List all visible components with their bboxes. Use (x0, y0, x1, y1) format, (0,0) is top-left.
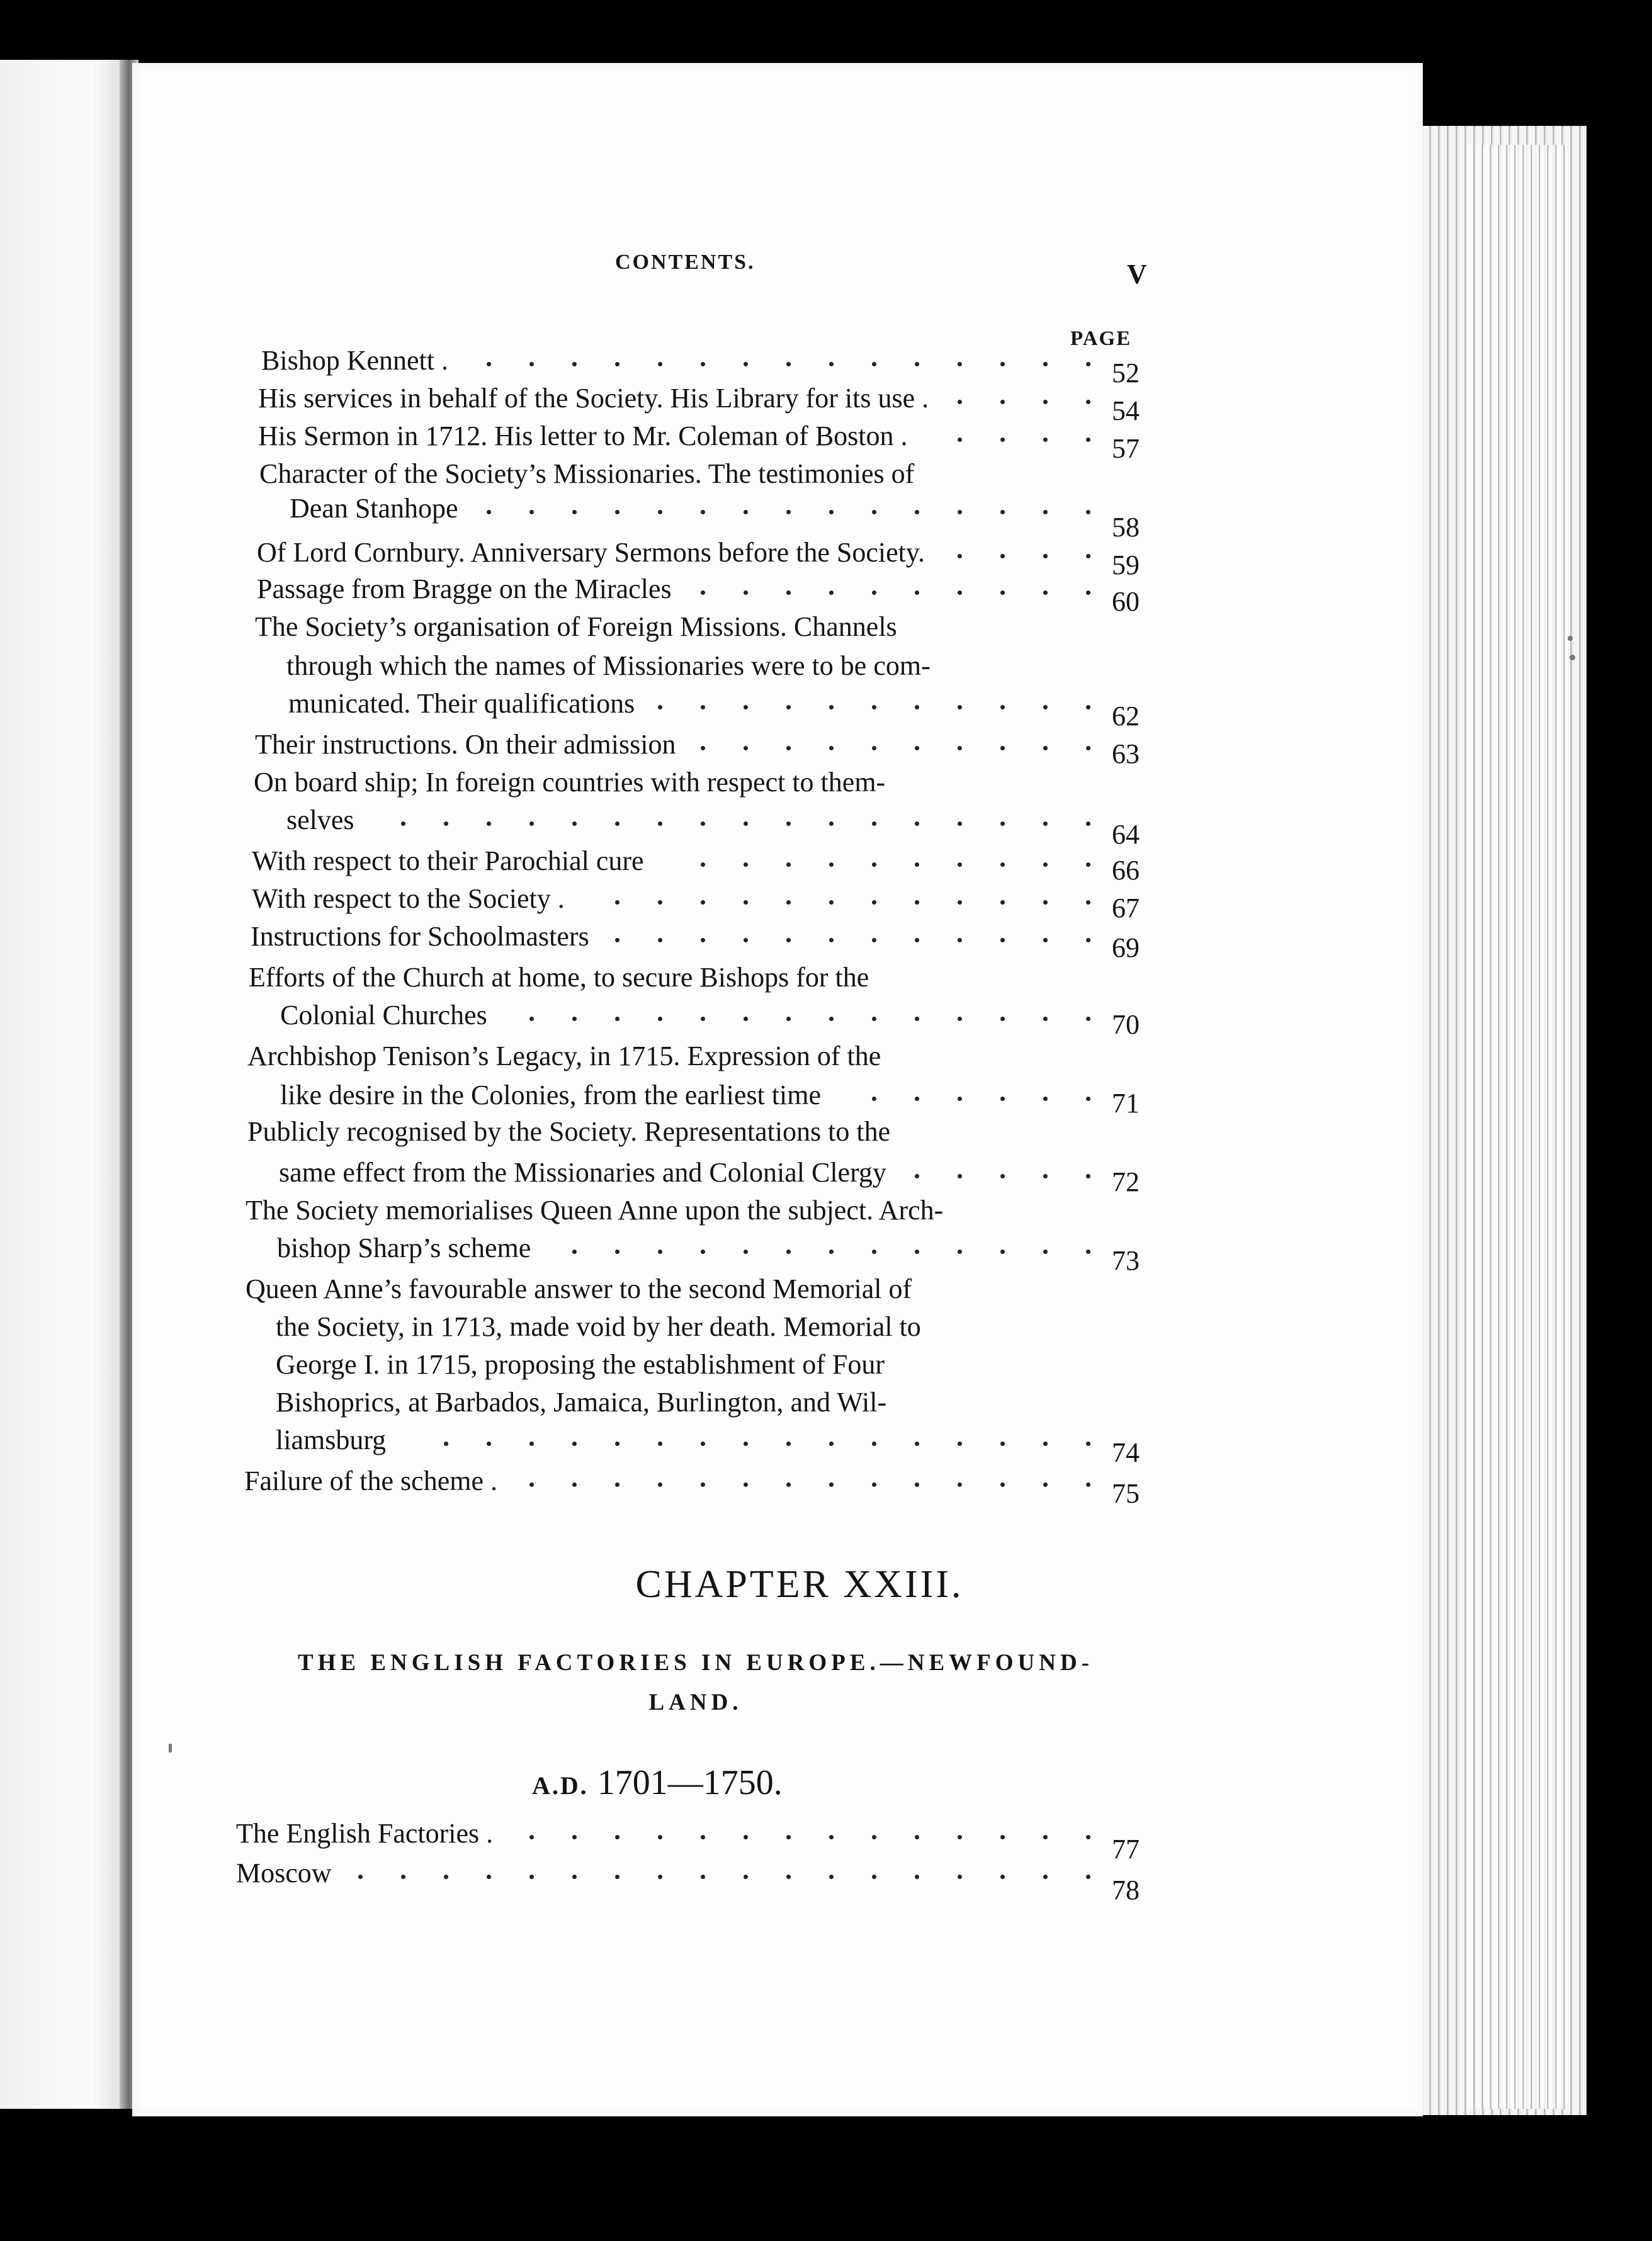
leader-dot (744, 1875, 748, 1879)
entries-page-number: 75 (1112, 1478, 1140, 1509)
leader-dot (915, 1835, 919, 1839)
paper-speck (1570, 655, 1575, 660)
entries-page-number: 59 (1112, 550, 1140, 580)
entries-page-number: 69 (1112, 932, 1140, 963)
leader-dot (444, 1875, 448, 1879)
entries-entry-text: selves (286, 804, 354, 835)
entries-page-number: 54 (1112, 395, 1140, 426)
entries-page-number: 66 (1112, 855, 1140, 886)
entries-entry-text: His Sermon in 1712. His letter to Mr. Coleman of Boston . (258, 421, 908, 451)
entries-entry-text: through which the names of Missionaries were to be com- (286, 650, 931, 681)
chapter.entries-page-number: 77 (1112, 1834, 1140, 1865)
entries-entry-text: Failure of the scheme . (244, 1465, 497, 1496)
entries-entry-text: Publicly recognised by the Society. Representations to the (247, 1116, 891, 1147)
date-prefix: A.D. (532, 1771, 589, 1800)
running-head: CONTENTS. (615, 251, 755, 274)
entries-entry-text: Bishop Kennett . (261, 345, 448, 376)
entries-entry-text: The Society’s organisation of Foreign Missions. Channels (255, 611, 897, 642)
leader-dot (529, 1875, 534, 1879)
entries-page-number: 70 (1112, 1009, 1140, 1040)
entries-entry-text: Archbishop Tenison’s Legacy, in 1715. Expression of the (247, 1041, 881, 1071)
entries-entry-text: like desire in the Colonies, from the earliest time (280, 1080, 821, 1110)
leader-dot (615, 1835, 620, 1839)
leader-dot (829, 1875, 834, 1879)
leader-dot (701, 1835, 705, 1839)
entries-page-number: 63 (1112, 738, 1140, 769)
entries-page-number: 74 (1112, 1437, 1140, 1468)
leader-dot (487, 1875, 491, 1879)
entries-entry-text: With respect to their Parochial cure (252, 845, 644, 876)
leader-dot (744, 1835, 748, 1839)
page-column-label: PAGE (1070, 327, 1132, 350)
entries-page-number: 73 (1112, 1245, 1140, 1276)
leader-dot (358, 1875, 363, 1879)
entries-entry-text: municated. Their qualifications (288, 688, 635, 719)
chapter.entries-page-number: 78 (1112, 1875, 1140, 1905)
entries-page-number: 60 (1112, 586, 1140, 617)
leader-dot (658, 1835, 662, 1839)
leader-dot (958, 1835, 962, 1839)
entries-entry-text: Bishoprics, at Barbados, Jamaica, Burlington, and Wil- (276, 1387, 887, 1418)
entries-entry-text: His services in behalf of the Society. His Library for its use . (258, 383, 929, 414)
leader-dot (872, 1875, 876, 1879)
chapter.entries-entry-text: The English Factories . (236, 1818, 494, 1849)
entries-entry-text: Instructions for Schoolmasters (251, 921, 589, 952)
entries-page-number: 64 (1112, 819, 1140, 850)
entries-entry-text: The Society memorialises Queen Anne upon the subject. Arch- (246, 1195, 944, 1226)
leader-dot (701, 1875, 705, 1879)
date-range: 1701—1750. (597, 1763, 783, 1802)
entries-entry-text: Colonial Churches (280, 1000, 487, 1030)
entries-entry-text: Of Lord Cornbury. Anniversary Sermons before the Society. (257, 537, 925, 568)
chapter-subtitle-line-2: LAND. (648, 1690, 743, 1715)
entries-entry-text: Their instructions. On their admission (255, 729, 676, 760)
entries-entry-text: Queen Anne’s favourable answer to the second Memorial of (246, 1273, 912, 1304)
entries-entry-text: liamsburg (276, 1425, 387, 1455)
leader-dot (958, 1875, 962, 1879)
entries-entry-text: With respect to the Society . (252, 883, 565, 914)
leader-dot (915, 1875, 919, 1879)
paper-speck (1568, 636, 1573, 641)
entries-page-number: 71 (1112, 1088, 1140, 1119)
paper-speck (169, 1744, 172, 1753)
leader-dot (786, 1835, 791, 1839)
entries-entry-text: bishop Sharp’s scheme (277, 1233, 531, 1263)
entries-entry-text: Efforts of the Church at home, to secure Bishops for the (249, 962, 869, 993)
entries-entry-text: Character of the Society’s Missionaries. The testimonies of (259, 458, 915, 489)
chapter.entries-entry-text: Moscow (236, 1858, 332, 1888)
entries-entry-text: Passage from Bragge on the Miracles (257, 573, 672, 604)
leader-dot (872, 1835, 876, 1839)
entries-entry-text: Dean Stanhope (290, 493, 458, 524)
leader-dot (1043, 1875, 1048, 1879)
entries-page-number: 58 (1112, 512, 1140, 543)
leader-dot (529, 1835, 534, 1839)
leader-dot (786, 1875, 791, 1879)
entries-page-number: 57 (1112, 433, 1140, 464)
entries-page-number: 52 (1112, 358, 1140, 388)
entries-page-number: 72 (1112, 1166, 1140, 1197)
entries-entry-text: On board ship; In foreign countries with respect to them- (254, 767, 886, 798)
entries-entry-text: the Society, in 1713, made void by her death. Memorial to (276, 1311, 921, 1342)
entries-entry-text: George I. in 1715, proposing the establishment of Four (276, 1349, 885, 1380)
leader-dot (1043, 1835, 1048, 1839)
entries-page-number: 67 (1112, 893, 1140, 923)
chapter-heading: CHAPTER XXIII. (635, 1563, 964, 1606)
leader-dot (658, 1875, 662, 1879)
page-folio: V (1127, 259, 1147, 290)
entries-page-number: 62 (1112, 701, 1140, 731)
leader-dot (615, 1875, 620, 1879)
leader-dot (1000, 1835, 1005, 1839)
chapter-subtitle-line-1: THE ENGLISH FACTORIES IN EUROPE.—NEWFOUND- (297, 1650, 1094, 1676)
leader-dot (1000, 1875, 1005, 1879)
entries-entry-text: same effect from the Missionaries and Colonial Clergy (279, 1157, 886, 1188)
leader-dot (401, 1875, 405, 1879)
leader-dot (572, 1835, 577, 1839)
leader-dot (572, 1875, 577, 1879)
leader-dot (829, 1835, 834, 1839)
